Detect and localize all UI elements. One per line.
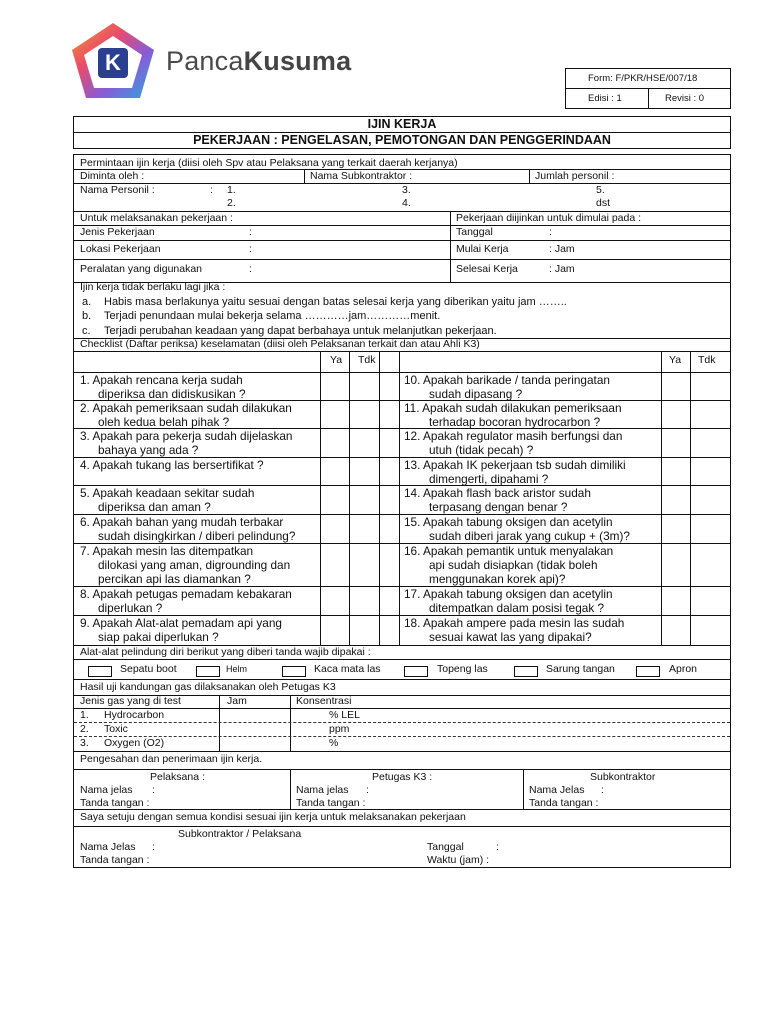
nama-personil-label[interactable]: Nama Personil : [80,184,155,196]
answer-ya-cell[interactable] [320,457,349,485]
checklist-question-left: 2. Apakah pemeriksaan sudah dilakukan [80,401,292,415]
form-meta-table [565,68,731,109]
checklist-question-right: sesuai kawat las yang dipakai? [429,630,592,644]
answer-tdk-cell[interactable] [349,400,379,428]
checklist-question-left: 7. Apakah mesin las ditempatkan [80,544,254,558]
jenis-pekerjaan-label[interactable]: Jenis Pekerjaan [80,226,155,238]
checklist-header: Checklist (Daftar periksa) keselamatan (diisi oleh Pelaksanan terkait dan atau Ahli K3) [80,338,480,350]
answer-ya-cell[interactable] [661,514,690,543]
checklist-question-left: dilokasi yang aman, digrounding dan [98,558,291,572]
checklist-question-right: 11. Apakah sudah dilakukan pemeriksaan [404,401,622,415]
title-box [73,116,731,149]
edisi: Edisi : 1 [566,89,649,109]
checklist-question-left: diperiksa dan didiskusikan ? [98,387,246,401]
checklist-question-right: sudah diberi jarak yang cukup + (3m)? [429,529,630,543]
answer-tdk-cell[interactable] [349,372,379,400]
ppe-check-sarung-tangan[interactable] [514,666,538,677]
answer-ya-cell[interactable] [320,514,349,543]
revisi: Revisi : 0 [649,89,731,109]
checklist-question-right: 17. Apakah tabung oksigen dan acetylin [404,587,613,601]
checklist-question-right: terhadap bocoran hydrocarbon ? [429,415,601,429]
diminta-label[interactable]: Diminta oleh : [80,170,145,182]
pancakusuma-logo-icon [68,20,158,102]
gas-header: Hasil uji kandungan gas dilaksanakan oleh Petugas K3 [80,681,336,693]
ppe-check-sepatu-boot[interactable] [88,666,112,677]
answer-ya-cell[interactable] [320,485,349,514]
answer-tdk-cell[interactable] [349,428,379,457]
answer-tdk-cell[interactable] [690,586,730,615]
jumlah-personil-label[interactable]: Jumlah personil : [535,170,615,182]
gas-hydrocarbon: Hydrocarbon [104,709,165,721]
checklist-question-left: percikan api las diamankan ? [98,572,251,586]
answer-ya-cell[interactable] [320,428,349,457]
answer-tdk-cell[interactable] [349,457,379,485]
answer-ya-cell[interactable] [661,457,690,485]
checklist-question-right: ditempatkan dalam posisi tegak ? [429,601,605,615]
title-line1: IJIN KERJA [74,117,730,133]
answer-tdk-cell[interactable] [690,615,730,645]
answer-tdk-cell[interactable] [690,457,730,485]
checklist-question-left: oleh kedua belah pihak ? [98,415,230,429]
checklist-question-left: 9. Apakah Alat-alat pemadam api yang [80,616,282,630]
answer-ya-cell[interactable] [661,586,690,615]
checklist-question-left: siap pakai diperlukan ? [98,630,219,644]
checklist-question-right: 13. Apakah IK pekerjaan tsb sudah dimiliki [404,458,626,472]
checklist-question-right: terpasang dengan benar ? [429,500,568,514]
checklist-question-right: dimengerti, dipahami ? [429,472,549,486]
permit-form: Permintaan ijin kerja (diisi oleh Spv atau Pelaksana yang terkait daerah kerjanya) Diminta oleh : Nama Subkontraktor : Jumlah personil : Nama Personil : : 1. 2. 3. 4. 5. dst Untuk melaksanakan pekerjaan : Pekerjaan diijinkan untuk dimulai pada : Jenis Pekerjaan : Tanggal : Lokasi Pekerjaan : Mulai Kerja : Jam Peralatan yang digunakan : Selesai Kerja : Jam Ijin kerja tidak berlaku lagi jika : a. Habis masa berlakunya yaitu sesuai dengan batas selesai kerja yang diberikan yaitu jam …….. b. Terjadi penundaan mulai bekerja selama …………jam…………menit. c. Terjadi perubahan keadaan yang dapat berbahaya untuk melanjutkan pekerjaan. Checklist (Daftar periksa) keselamatan (diisi oleh Pelaksanan terkait dan atau Ahli K3) Ya Tdk Ya Tdk 1. Apakah rencana kerja sudah diperiksa dan didiskusikan ? 10. Apakah barikade / tanda peringatan sudah dipasang ? 2. Apakah pemeriksaan sudah dilakukan oleh kedua belah pihak ? 11. Apakah sudah dilakukan pemeriksaan terhadap bocoran hydrocarbon ? 3. Apakah para pekerja sudah dijelaskan bahaya yang ada ? 12. Apakah regulator masih berfungsi dan utuh (tidak pecah) ? 4. Apakah tukang las bersertifikat ? 13. Apakah IK pekerjaan tsb sudah dimiliki dimengerti, dipahami ? 5. Apakah keadaan sekitar sudah diperiksa dan aman ? 14. Apakah flash back aristor sudah terpasang dengan benar ? 6. Apakah bahan yang mudah terbakar sudah disingkirkan / diberi pelindung? 15. Apakah tabung oksigen dan acetylin sudah diberi jarak yang cukup + (3m)? 7. Apakah mesin las ditempatkan dilokasi yang aman, digrounding dan percikan api las diamankan ? 16. Apakah pemantik untuk menyalakan api sudah disiapkan (tidak boleh menggunakan korek api)? 8. Apakah petugas pemadam kebakaran diperlukan ? 17. Apakah tabung oksigen dan acetylin ditempatkan dalam posisi tegak ? 9. Apakah Alat-alat pemadam api yang siap pakai diperlukan ? 18. Apakah ampere pada mesin las sudah sesuai kawat las yang dipakai? Alat-alat pelindung diri berikut yang diberi tanda wajib dipakai : Sepatu boot Helm Kaca mata las Topeng las Sarung tangan Apron Hasil uji kandungan gas dilaksanakan oleh Petugas K3 Jenis gas yang di test Jam Konsentrasi 1. Hydrocarbon % LEL 2. Toxic ppm 3. Oxygen (O2) % Pengesahan dan penerimaan ijin kerja. Pelaksana : Petugas K3 : Subkontraktor Nama jelas : Tanda tangan : Nama jelas : Tanda tangan : Nama Jelas : Tanda tangan : Saya setuju dengan semua kondisi sesuai ijin kerja untuk melaksanakan pekerjaan Subkontraktor / Pelaksana Nama Jelas : Tanda tangan : Tanggal : Waktu (jam) : [73,154,731,868]
condition-c: Terjadi perubahan keadaan yang dapat berbahaya untuk melanjutkan pekerjaan. [104,325,497,337]
checklist-question-left: diperiksa dan aman ? [98,500,211,514]
selesai-kerja-label[interactable]: Selesai Kerja [456,263,518,275]
form-number: Form: F/PKR/HSE/007/18 [566,69,731,89]
answer-ya-cell[interactable] [661,400,690,428]
checklist-question-right: api sudah disiapkan (tidak boleh [429,558,598,572]
checklist-question-left: diperlukan ? [98,601,163,615]
checklist-question-right: 15. Apakah tabung oksigen dan acetylin [404,515,613,529]
answer-tdk-cell[interactable] [690,428,730,457]
title-line2: PEKERJAAN : PENGELASAN, PEMOTONGAN DAN PENGGERINDAAN [193,133,611,147]
answer-ya-cell[interactable] [661,428,690,457]
agreement-header: Saya setuju dengan semua kondisi sesuai ijin kerja untuk melaksanakan pekerjaan [80,811,466,823]
condition-a: Habis masa berlakunya yaitu sesuai dengan batas selesai kerja yang diberikan yaitu jam …….. [104,296,567,308]
ppe-check-apron[interactable] [636,666,660,677]
brand-name: PancaKusuma [166,46,352,76]
conditions-header: Ijin kerja tidak berlaku lagi jika : [80,281,226,293]
answer-ya-cell[interactable] [320,400,349,428]
condition-b: Terjadi penundaan mulai bekerja selama …………jam…………menit. [104,310,441,322]
answer-ya-cell[interactable] [661,615,690,645]
request-header: Permintaan ijin kerja (diisi oleh Spv atau Pelaksana yang terkait daerah kerjanya) [80,157,458,169]
answer-tdk-cell[interactable] [690,372,730,400]
answer-ya-cell[interactable] [320,586,349,615]
answer-tdk-cell[interactable] [349,485,379,514]
tanggal-label[interactable]: Tanggal [456,226,493,238]
gas-toxic: Toxic [104,723,128,735]
checklist-question-right: 10. Apakah barikade / tanda peringatan [404,373,610,387]
checklist-question-left: 1. Apakah rencana kerja sudah [80,373,243,387]
answer-ya-cell[interactable] [320,543,349,586]
checklist-question-left: 8. Apakah petugas pemadam kebakaran [80,587,292,601]
mulai-kerja-label[interactable]: Mulai Kerja [456,243,509,255]
checklist-question-right: 12. Apakah regulator masih berfungsi dan [404,429,623,443]
checklist-question-left: 5. Apakah keadaan sekitar sudah [80,486,255,500]
lokasi-label[interactable]: Lokasi Pekerjaan [80,243,161,255]
ppe-check-helm[interactable] [196,666,220,677]
checklist-question-right: menggunakan korek api)? [429,572,566,586]
checklist-question-left: sudah disingkirkan / diberi pelindung? [98,529,296,543]
answer-tdk-cell[interactable] [349,543,379,586]
checklist-question-right: 16. Apakah pemantik untuk menyalakan [404,544,614,558]
answer-tdk-cell[interactable] [690,514,730,543]
untuk-label: Untuk melaksanakan pekerjaan : [80,212,233,224]
ppe-header: Alat-alat pelindung diri berikut yang diberi tanda wajib dipakai : [80,646,371,658]
gas-oxygen: Oxygen (O2) [104,737,165,749]
checklist-question-right: utuh (tidak pecah) ? [429,443,534,457]
checklist-question-left: 6. Apakah bahan yang mudah terbakar [80,515,284,529]
checklist-question-left: 3. Apakah para pekerja sudah dijelaskan [80,429,293,443]
answer-tdk-cell[interactable] [349,615,379,645]
ppe-check-topeng-las[interactable] [404,666,428,677]
answer-ya-cell[interactable] [320,615,349,645]
checklist-question-left: bahaya yang ada ? [98,443,199,457]
diijinkan-label: Pekerjaan diijinkan untuk dimulai pada : [456,212,642,224]
answer-tdk-cell[interactable] [349,586,379,615]
checklist-question-right: sudah dipasang ? [429,387,523,401]
checklist-question-right: 14. Apakah flash back aristor sudah [404,486,591,500]
subkontraktor-label[interactable]: Nama Subkontraktor : [310,170,413,182]
checklist-question-left: 4. Apakah tukang las bersertifikat ? [80,458,264,472]
answer-ya-cell[interactable] [320,372,349,400]
answer-ya-cell[interactable] [661,543,690,586]
answer-tdk-cell[interactable] [349,514,379,543]
checklist-question-right: 18. Apakah ampere pada mesin las sudah [404,616,625,630]
answer-tdk-cell[interactable] [690,485,730,514]
peralatan-label[interactable]: Peralatan yang digunakan [80,263,203,275]
svg-text:K: K [105,50,121,75]
answer-tdk-cell[interactable] [690,400,730,428]
answer-ya-cell[interactable] [661,485,690,514]
answer-tdk-cell[interactable] [690,543,730,586]
ppe-check-kaca-mata-las[interactable] [282,666,306,677]
answer-ya-cell[interactable] [661,372,690,400]
approval-header: Pengesahan dan penerimaan ijin kerja. [80,753,263,765]
